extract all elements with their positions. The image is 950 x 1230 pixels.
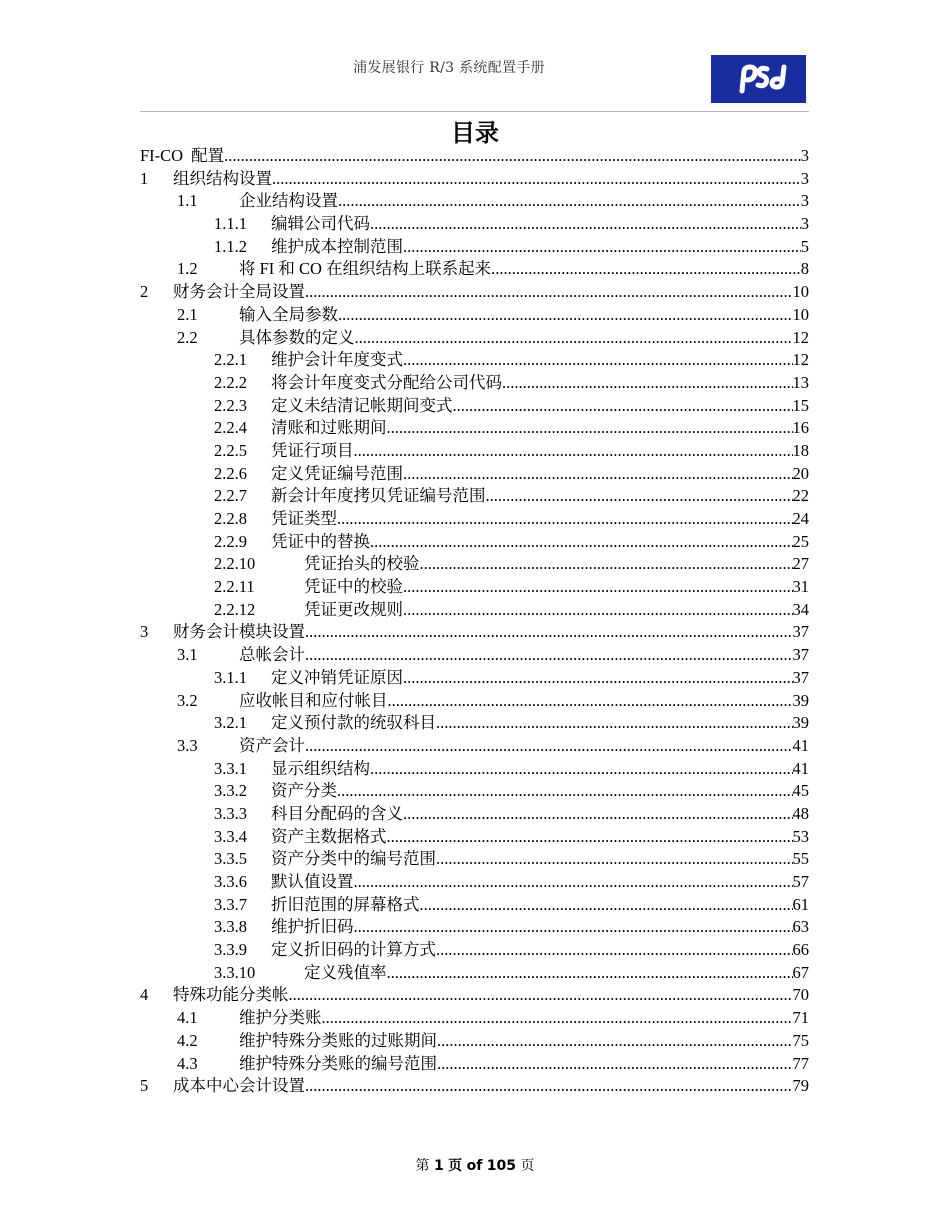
toc-entry-page: 12: [792, 350, 809, 370]
toc-entry-number: 1.1: [177, 191, 198, 211]
toc-entry-title: 输入全局参数: [239, 304, 338, 324]
toc-leader-dots: [337, 508, 793, 531]
page-header-title: 浦发展银行 R/3 系统配置手册: [353, 60, 545, 76]
toc-entry-title: 维护分类账: [239, 1008, 322, 1028]
toc-entry-title: 凭证中的校验: [304, 577, 403, 597]
toc-entry-page: 10: [792, 304, 809, 324]
footer-of: of: [466, 1158, 483, 1174]
toc-entry-title: 定义凭证编号范围: [271, 463, 403, 483]
toc-entry-title: 配置: [191, 146, 225, 165]
toc-entry[interactable]: [140, 758, 809, 781]
toc-entry[interactable]: [140, 372, 809, 395]
toc-entry-number: 2: [140, 282, 149, 302]
toc-entry-title: 编辑公司代码: [271, 214, 370, 234]
toc-leader-dots: [436, 939, 793, 962]
toc-entry-page: 37: [792, 622, 809, 642]
toc-entry-number: 2.2.9: [214, 531, 247, 551]
toc-entry[interactable]: [140, 440, 809, 463]
toc-entry-title: 凭证类型: [271, 509, 337, 528]
toc-entry[interactable]: [140, 621, 809, 644]
toc-entry-number: 2.2.1: [214, 350, 247, 370]
toc-entry-title: 定义折旧码的计算方式: [271, 940, 436, 960]
toc-entry-title: 资产分类中的编号范围: [271, 849, 436, 869]
toc-entry-page: 48: [792, 803, 809, 823]
toc-entry-number: 3.3.5: [214, 849, 247, 869]
toc-entry-page: 71: [792, 1008, 809, 1028]
toc-entry[interactable]: [140, 916, 809, 939]
toc-entry[interactable]: [140, 485, 809, 508]
toc-entry[interactable]: [140, 258, 809, 281]
toc-entry[interactable]: [140, 281, 809, 304]
toc-entry-title: 财务会计全局设置: [173, 282, 305, 302]
toc-entry-page: 39: [792, 713, 809, 733]
toc-leader-dots: [370, 213, 801, 236]
toc-leader-dots: [453, 395, 793, 418]
footer-page-unit: 页: [448, 1158, 463, 1174]
toc-entry-title: 维护特殊分类账的编号范围: [239, 1053, 437, 1073]
toc-entry-number: 1.1.1: [214, 214, 247, 234]
toc-entry-page: 3: [800, 214, 809, 234]
toc-entry-number: 5: [140, 1076, 149, 1096]
toc-leader-dots: [403, 349, 793, 372]
toc-leader-dots: [403, 236, 801, 259]
toc-leader-dots: [338, 190, 801, 213]
toc-entry-title: 维护特殊分类账的过账期间: [239, 1030, 437, 1050]
toc-entry-title: 应收帐目和应付帐目: [239, 690, 388, 710]
toc-entry-number: 3.2.1: [214, 713, 247, 733]
toc-entry[interactable]: [140, 848, 809, 871]
toc-leader-dots: [354, 440, 793, 463]
toc-entry-page: 25: [792, 531, 809, 551]
toc-leader-dots: [354, 871, 793, 894]
toc-entry[interactable]: [140, 1007, 809, 1030]
toc-entry-page: 20: [792, 463, 809, 483]
toc-entry-number: 3.3: [177, 735, 198, 755]
toc-leader-dots: [387, 962, 793, 985]
toc-entry-page: 75: [792, 1030, 809, 1050]
toc-leader-dots: [354, 916, 793, 939]
toc-leader-dots: [305, 621, 793, 644]
toc-entry-number: 1.2: [177, 259, 198, 279]
toc-entry-page: 13: [792, 372, 809, 392]
toc-entry[interactable]: [140, 145, 809, 168]
toc-entry-title: 凭证更改规则: [304, 599, 403, 619]
toc-entry[interactable]: [140, 508, 809, 531]
toc-entry[interactable]: [140, 780, 809, 803]
toc-leader-dots: [388, 690, 793, 713]
toc-entry-page: 67: [792, 962, 809, 982]
toc-entry-title: 维护折旧码: [271, 917, 354, 937]
toc-entry-title: 定义冲销凭证原因: [271, 667, 403, 687]
toc-entry-page: 12: [792, 327, 809, 347]
toc-entry-title: 特殊功能分类帐: [173, 985, 289, 1005]
toc-entry-title: 财务会计模块设置: [173, 622, 305, 642]
toc-entry-title: 科目分配码的含义: [271, 803, 403, 823]
toc-entry[interactable]: [140, 327, 809, 350]
toc-entry-number: 2.2.4: [214, 418, 247, 438]
toc-entry-page: 39: [792, 690, 809, 710]
toc-entry[interactable]: [140, 690, 809, 713]
toc-leader-dots: [403, 599, 793, 622]
toc-entry-page: 3: [800, 168, 809, 188]
toc-entry-title: 默认值设置: [271, 872, 354, 891]
toc-entry[interactable]: [140, 576, 809, 599]
toc-entry-page: 45: [792, 781, 809, 801]
toc-leader-dots: [337, 780, 793, 803]
toc-entry-page: 79: [792, 1076, 809, 1096]
toc-entry[interactable]: [140, 190, 809, 213]
toc-entry-title: 组织结构设置: [173, 168, 272, 188]
toc-entry-number: 2.2.7: [214, 486, 247, 506]
toc-entry-page: 41: [792, 758, 809, 778]
toc-leader-dots: [486, 485, 793, 508]
toc-leader-dots: [437, 1030, 793, 1053]
toc-entry-page: 5: [800, 236, 809, 256]
toc-entry-number: 4: [140, 985, 149, 1005]
toc-entry[interactable]: [140, 463, 809, 486]
toc-leader-dots: [403, 667, 793, 690]
toc-entry[interactable]: [140, 644, 809, 667]
spdb-logo-icon: [711, 55, 806, 103]
toc-entry-number: 4.1: [177, 1008, 198, 1028]
toc-leader-dots: [370, 531, 793, 554]
toc-leader-dots: [420, 553, 793, 576]
toc-entry[interactable]: [140, 803, 809, 826]
toc-entry-page: 16: [792, 418, 809, 438]
toc-entry-page: 31: [792, 577, 809, 597]
toc-leader-dots: [436, 848, 793, 871]
toc-entry-page: 53: [792, 826, 809, 846]
toc-entry-page: 37: [792, 667, 809, 687]
toc-entry-number: 3: [140, 622, 149, 642]
toc-leader-dots: [370, 758, 793, 781]
toc-entry-page: 70: [792, 985, 809, 1005]
toc-leader-dots: [305, 1075, 793, 1098]
toc-entry-number: 3.1: [177, 645, 198, 665]
toc-entry[interactable]: [140, 962, 809, 985]
toc-leader-dots: [437, 1053, 793, 1076]
toc-entry-title: 定义残值率: [304, 962, 387, 982]
footer-page-number: 1: [433, 1158, 444, 1174]
toc-entry-number: 3.3.3: [214, 803, 247, 823]
toc-leader-dots: [322, 1007, 793, 1030]
toc-entry-page: 61: [792, 894, 809, 914]
toc-entry-page: 15: [792, 395, 809, 415]
toc-entry-title: 清账和过账期间: [271, 418, 387, 438]
toc-entry-number: 1.1.2: [214, 236, 247, 256]
toc-entry-number: 3.3.1: [214, 758, 247, 778]
toc-entry-number: 4.2: [177, 1030, 198, 1050]
toc-leader-dots: [272, 168, 801, 191]
toc-entry-page: 77: [792, 1053, 809, 1073]
toc-entry-title: 将会计年度变式分配给公司代码: [271, 372, 502, 392]
toc-entry-page: 34: [792, 599, 809, 619]
toc-entry-number: 3.3.8: [214, 917, 247, 937]
toc-entry-title: 新会计年度拷贝凭证编号范围: [271, 486, 486, 506]
toc-entry[interactable]: [140, 304, 809, 327]
toc-entry-title: 显示组织结构: [271, 758, 370, 778]
toc-entry[interactable]: [140, 236, 809, 259]
toc-entry-page: 18: [792, 440, 809, 460]
toc-entry-title: 凭证行项目: [271, 440, 354, 460]
toc-entry[interactable]: [140, 712, 809, 735]
toc-entry[interactable]: [140, 939, 809, 962]
toc-entry-number: 3.3.2: [214, 781, 247, 801]
toc-entry-title: 具体参数的定义: [239, 327, 355, 347]
toc-leader-dots: [491, 258, 801, 281]
toc-entry-number: 2.2.2: [214, 372, 247, 392]
toc-entry[interactable]: [140, 599, 809, 622]
toc-entry-number: 3.2: [177, 690, 198, 710]
toc-entry-number: 1: [140, 168, 149, 188]
toc-leader-dots: [403, 576, 793, 599]
toc-entry-number: 3.3.7: [214, 894, 247, 914]
footer-prefix: 第: [415, 1158, 430, 1174]
toc-entry-page: 22: [792, 486, 809, 506]
toc-entry[interactable]: [140, 1075, 809, 1098]
toc-leader-dots: [305, 281, 793, 304]
header-rule: [140, 111, 809, 112]
toc-entry-title: 折旧范围的屏幕格式: [271, 894, 420, 914]
toc-entry-title: 定义预付款的统驭科目: [271, 713, 436, 733]
toc-entry-number: 2.2.5: [214, 440, 247, 460]
toc-leader-dots: [502, 372, 793, 395]
toc-entry-number: 2.2.8: [214, 509, 247, 528]
toc-leader-dots: [289, 984, 793, 1007]
toc-entry-title: 成本中心会计设置: [173, 1076, 305, 1096]
toc-entry-number: 3.3.6: [214, 872, 247, 891]
toc-entry[interactable]: [140, 349, 809, 372]
toc-entry-number: 2.2.11: [214, 577, 255, 597]
toc-entry-number: 3.3.10: [214, 962, 256, 982]
footer-total-pages: 105: [486, 1158, 517, 1174]
toc-entry-number: 2.1: [177, 304, 198, 324]
toc-leader-dots: [403, 463, 793, 486]
toc-entry-number: 2.2.12: [214, 599, 256, 619]
toc-entry-page: 3: [800, 191, 809, 211]
toc-entry[interactable]: [140, 417, 809, 440]
toc-entry[interactable]: [140, 168, 809, 191]
toc-entry-page: 66: [792, 940, 809, 960]
toc-entry-number: 2.2.10: [214, 554, 256, 574]
toc-entry-number: 3.3.4: [214, 826, 247, 846]
toc-entry-page: 8: [800, 259, 809, 279]
footer-suffix: 页: [520, 1158, 535, 1174]
toc-leader-dots: [387, 417, 793, 440]
page-footer: [0, 1155, 950, 1175]
toc-entry-title: 凭证中的替换: [271, 531, 370, 551]
toc-entry[interactable]: [140, 826, 809, 849]
toc-entry-page: 3: [800, 146, 809, 165]
toc-leader-dots: [305, 735, 793, 758]
toc-entry[interactable]: [140, 667, 809, 690]
table-of-contents: [140, 145, 809, 1098]
toc-leader-dots: [305, 644, 793, 667]
toc-entry-page: 27: [792, 554, 809, 574]
toc-entry-number: 2.2.6: [214, 463, 247, 483]
toc-entry-title: 定义未结清记帐期间变式: [271, 395, 453, 415]
toc-title: 目录: [451, 119, 499, 147]
toc-leader-dots: [387, 826, 793, 849]
toc-leader-dots: [338, 304, 793, 327]
toc-leader-dots: [436, 712, 793, 735]
toc-entry-title: 企业结构设置: [239, 191, 338, 211]
toc-leader-dots: [420, 894, 793, 917]
toc-leader-dots: [403, 803, 793, 826]
toc-entry-title: 将 FI 和 CO 在组织结构上联系起来: [239, 259, 492, 279]
toc-entry-title: 资产主数据格式: [271, 826, 387, 846]
toc-entry[interactable]: [140, 1053, 809, 1076]
toc-entry-number: 2.2: [177, 327, 198, 347]
toc-entry[interactable]: [140, 894, 809, 917]
toc-entry-page: 57: [792, 872, 809, 891]
toc-entry-page: 10: [792, 282, 809, 302]
toc-entry-title: 凭证抬头的校验: [304, 554, 420, 574]
toc-entry-number: 4.3: [177, 1053, 198, 1073]
toc-entry-page: 63: [792, 917, 809, 937]
toc-entry-number: 3.1.1: [214, 667, 247, 687]
toc-entry[interactable]: [140, 553, 809, 576]
toc-entry-title: 总帐会计: [239, 645, 305, 665]
toc-entry[interactable]: [140, 984, 809, 1007]
toc-entry-page: 24: [792, 509, 809, 528]
toc-entry-number: FI-CO: [140, 146, 184, 165]
toc-entry-number: 3.3.9: [214, 940, 247, 960]
toc-entry[interactable]: [140, 531, 809, 554]
toc-entry-title: 资产分类: [271, 781, 337, 801]
toc-leader-dots: [224, 145, 801, 168]
toc-entry-title: 维护会计年度变式: [271, 350, 403, 370]
toc-entry-number: 2.2.3: [214, 395, 247, 415]
toc-entry-title: 资产会计: [239, 735, 305, 755]
toc-entry[interactable]: [140, 871, 809, 894]
toc-entry-title: 维护成本控制范围: [271, 236, 403, 256]
toc-entry-page: 55: [792, 849, 809, 869]
toc-entry[interactable]: [140, 1030, 809, 1053]
toc-entry[interactable]: [140, 735, 809, 758]
toc-entry[interactable]: [140, 395, 809, 418]
toc-entry[interactable]: [140, 213, 809, 236]
toc-entry-page: 41: [792, 735, 809, 755]
toc-leader-dots: [355, 327, 793, 350]
toc-entry-page: 37: [792, 645, 809, 665]
